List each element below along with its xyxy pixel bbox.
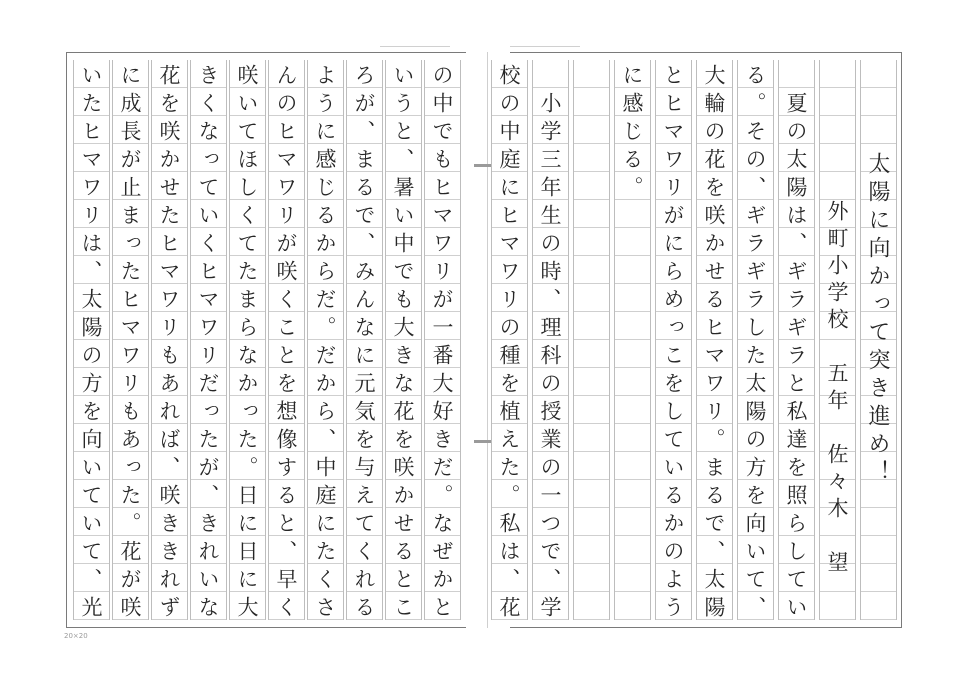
top-mark-right	[510, 46, 580, 47]
manuscript-column	[307, 60, 344, 624]
essay-line: 大輪の花を咲かせるヒマワリ。まるで、太陽	[702, 64, 726, 624]
manuscript-column	[532, 60, 569, 624]
essay-line: る。その、ギラギラした太陽の方を向いて、	[743, 64, 767, 624]
author-line: 外町小学校 五年 佐々木 望	[825, 200, 849, 578]
title-column	[860, 60, 897, 620]
manuscript-column	[346, 60, 383, 624]
essay-line: んのヒマワリが咲くことを想像すると、早く	[274, 64, 298, 624]
essay-line: 咲いてほしくてたまらなかった。日に日に大	[235, 64, 259, 624]
essay-line: 花を咲かせたヒマワリもあれば、咲ききれず	[157, 64, 181, 624]
manuscript-column	[696, 60, 733, 624]
author-column	[819, 60, 856, 620]
manuscript-column	[190, 60, 227, 624]
essay-line: の中でもヒマワリが一番大好きだ。なぜかと	[430, 64, 454, 624]
essay-line: 小学三年生の時、理科の授業の一つで、学	[538, 64, 562, 624]
essay-line	[574, 60, 609, 620]
gutter-line	[487, 52, 488, 628]
manuscript-column	[73, 60, 110, 624]
essay-line: に成長が止まったヒマワリもあった。花が咲	[118, 64, 142, 624]
essay-line: ように感じるからだ。だから、中庭にたくさ	[313, 64, 337, 624]
manuscript-column	[385, 60, 422, 624]
manuscript-column	[655, 60, 692, 624]
manuscript-column	[229, 60, 266, 624]
manuscript-column	[737, 60, 774, 624]
essay-line: きくなっていくヒマワリだったが、きれいな	[196, 64, 220, 624]
essay-line: いたヒマワリは、太陽の方を向いていて、光	[79, 64, 103, 624]
manuscript-column	[112, 60, 149, 624]
manuscript-column	[614, 60, 651, 620]
manuscript-column	[424, 60, 461, 624]
essay-title: 太陽に向かって突き進め！	[865, 152, 890, 488]
manuscript-column	[778, 60, 815, 624]
essay-line: 夏の太陽は、ギラギラと私達を照らしてい	[784, 64, 808, 624]
top-mark-left	[380, 46, 450, 47]
manuscript-column	[151, 60, 188, 624]
essay-line: に感じる。	[620, 64, 644, 204]
essay-line: 校の中庭にヒマワリの種を植えた。私は、花	[497, 64, 521, 624]
manuscript-column	[491, 60, 528, 624]
essay-line: とヒマワリがにらめっこをしているかのよう	[661, 64, 685, 624]
manuscript-column	[268, 60, 305, 624]
grid-size-label: 20×20	[64, 632, 88, 640]
essay-line: いうと、暑い中でも大きな花を咲かせるとこ	[391, 64, 415, 624]
essay-line: ろが、まるで、みんなに元気を与えてくれる	[352, 64, 376, 624]
manuscript-column	[573, 60, 610, 620]
